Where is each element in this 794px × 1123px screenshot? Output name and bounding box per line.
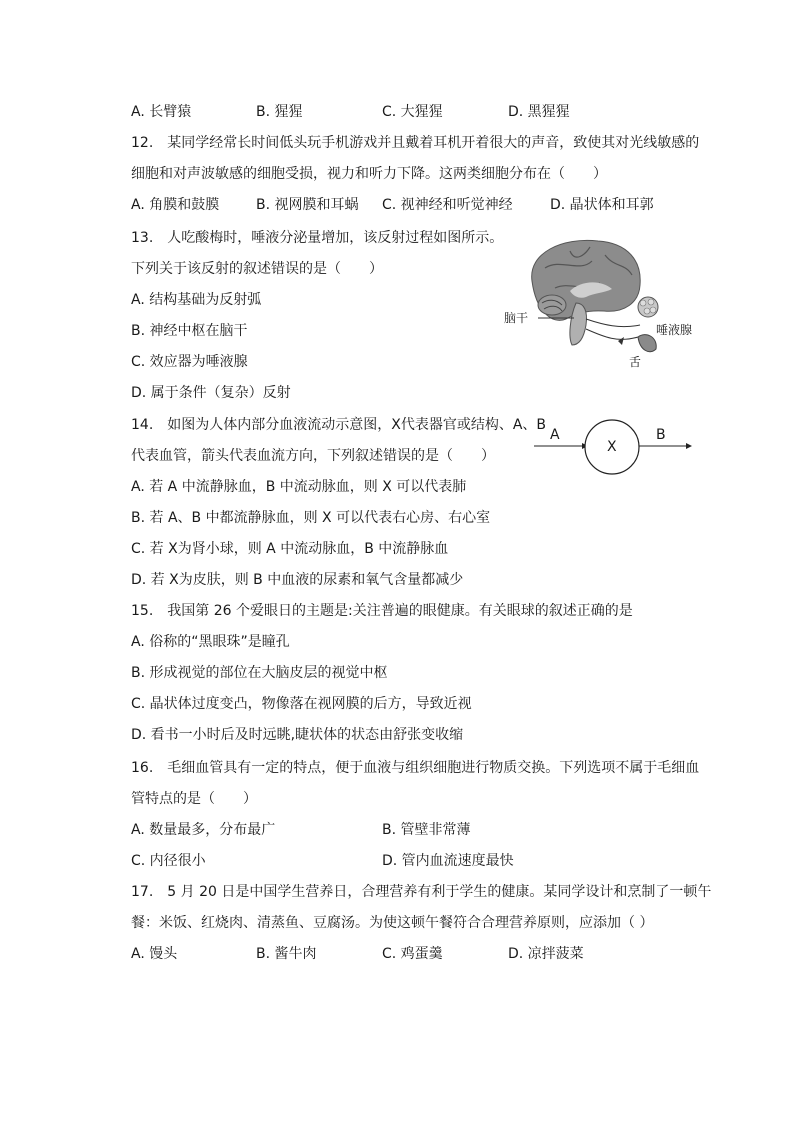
option-b: B. 形成视觉的部位在大脑皮层的视觉中枢 [131,665,388,681]
option-d: D. 管内血流速度最快 [382,853,514,869]
option-c: C. 视神经和听觉神经 [382,197,513,213]
option-c: C. 内径很小 [131,853,206,869]
option-c: C. 效应器为唾液腺 [131,354,248,370]
tongue-label: 舌 [629,355,642,369]
question-stem: 14. 如图为人体内部分血液流动示意图，X代表器官或结构、A、B [131,417,547,433]
vessel-a-label: A [550,427,560,443]
option-b: B. 酱牛肉 [256,946,317,962]
question-stem: 13. 人吃酸梅时，唾液分泌量增加，该反射过程如图所示。 [131,230,504,246]
option-c: C. 晶状体过度变凸，物像落在视网膜的后方，导致近视 [131,696,472,712]
option-a: A. 数量最多，分布最广 [131,822,276,838]
option-d: D. 若 X为皮肤，则 B 中血液的尿素和氧气含量都减少 [131,572,464,588]
question-stem: 17. 5 月 20 日是中国学生营养日，合理营养有利于学生的健康。某同学设计和烹制了一顿午 [131,884,712,900]
question-stem: 12. 某同学经常长时间低头玩手机游戏并且戴着耳机开着很大的声音，致使其对光线敏感的 [131,135,700,151]
structure-x-label: X [607,439,617,455]
option-c: C. 若 X为肾小球，则 A 中流动脉血，B 中流静脉血 [131,541,449,557]
brainstem-label: 脑干 [504,311,529,325]
question-stem-cont: 细胞和对声波敏感的细胞受损，视力和听力下降。这两类细胞分布在（ ） [131,166,607,182]
salivary-gland-label: 唾液腺 [656,323,693,337]
option-d: D. 黑猩猩 [508,104,570,120]
reflex-figure [500,233,700,373]
option-a: A. 长臂猿 [131,104,192,120]
option-d: D. 属于条件（复杂）反射 [131,385,291,401]
option-a: A. 若 A 中流静脉血，B 中流动脉血，则 X 可以代表肺 [131,479,467,495]
vessel-b-label: B [656,427,666,443]
question-stem-cont: 下列关于该反射的叙述错误的是（ ） [131,261,383,277]
blood-flow-diagram [532,418,694,476]
option-d: D. 凉拌菠菜 [508,946,584,962]
question-stem-cont: 管特点的是（ ） [131,791,257,807]
option-a: A. 角膜和鼓膜 [131,197,220,213]
option-b: B. 管壁非常薄 [382,822,471,838]
option-d: D. 晶状体和耳郭 [550,197,654,213]
option-c: C. 大猩猩 [382,104,443,120]
option-b: B. 神经中枢在脑干 [131,323,248,339]
question-stem-cont: 代表血管，箭头代表血流方向，下列叙述错误的是（ ） [131,448,495,464]
option-a: A. 俗称的“黑眼珠”是瞳孔 [131,634,290,650]
question-stem: 16. 毛细血管具有一定的特点，便于血液与组织细胞进行物质交换。下列选项不属于毛细血 [131,760,700,776]
option-a: A. 结构基础为反射弧 [131,292,262,308]
option-b: B. 若 A、B 中都流静脉血，则 X 可以代表右心房、右心室 [131,510,491,526]
question-stem-cont: 餐：米饭、红烧肉、清蒸鱼、豆腐汤。为使这顿午餐符合合理营养原则，应添加（ ） [131,915,654,931]
option-d: D. 看书一小时后及时远眺,睫状体的状态由舒张变收缩 [131,727,464,743]
question-stem: 15. 我国第 26 个爱眼日的主题是:关注普遍的眼健康。有关眼球的叙述正确的是 [131,603,633,619]
option-a: A. 馒头 [131,946,178,962]
brain-reflex-illustration [500,233,700,373]
option-c: C. 鸡蛋羹 [382,946,443,962]
option-b: B. 视网膜和耳蜗 [256,197,359,213]
option-b: B. 猩猩 [256,104,303,120]
